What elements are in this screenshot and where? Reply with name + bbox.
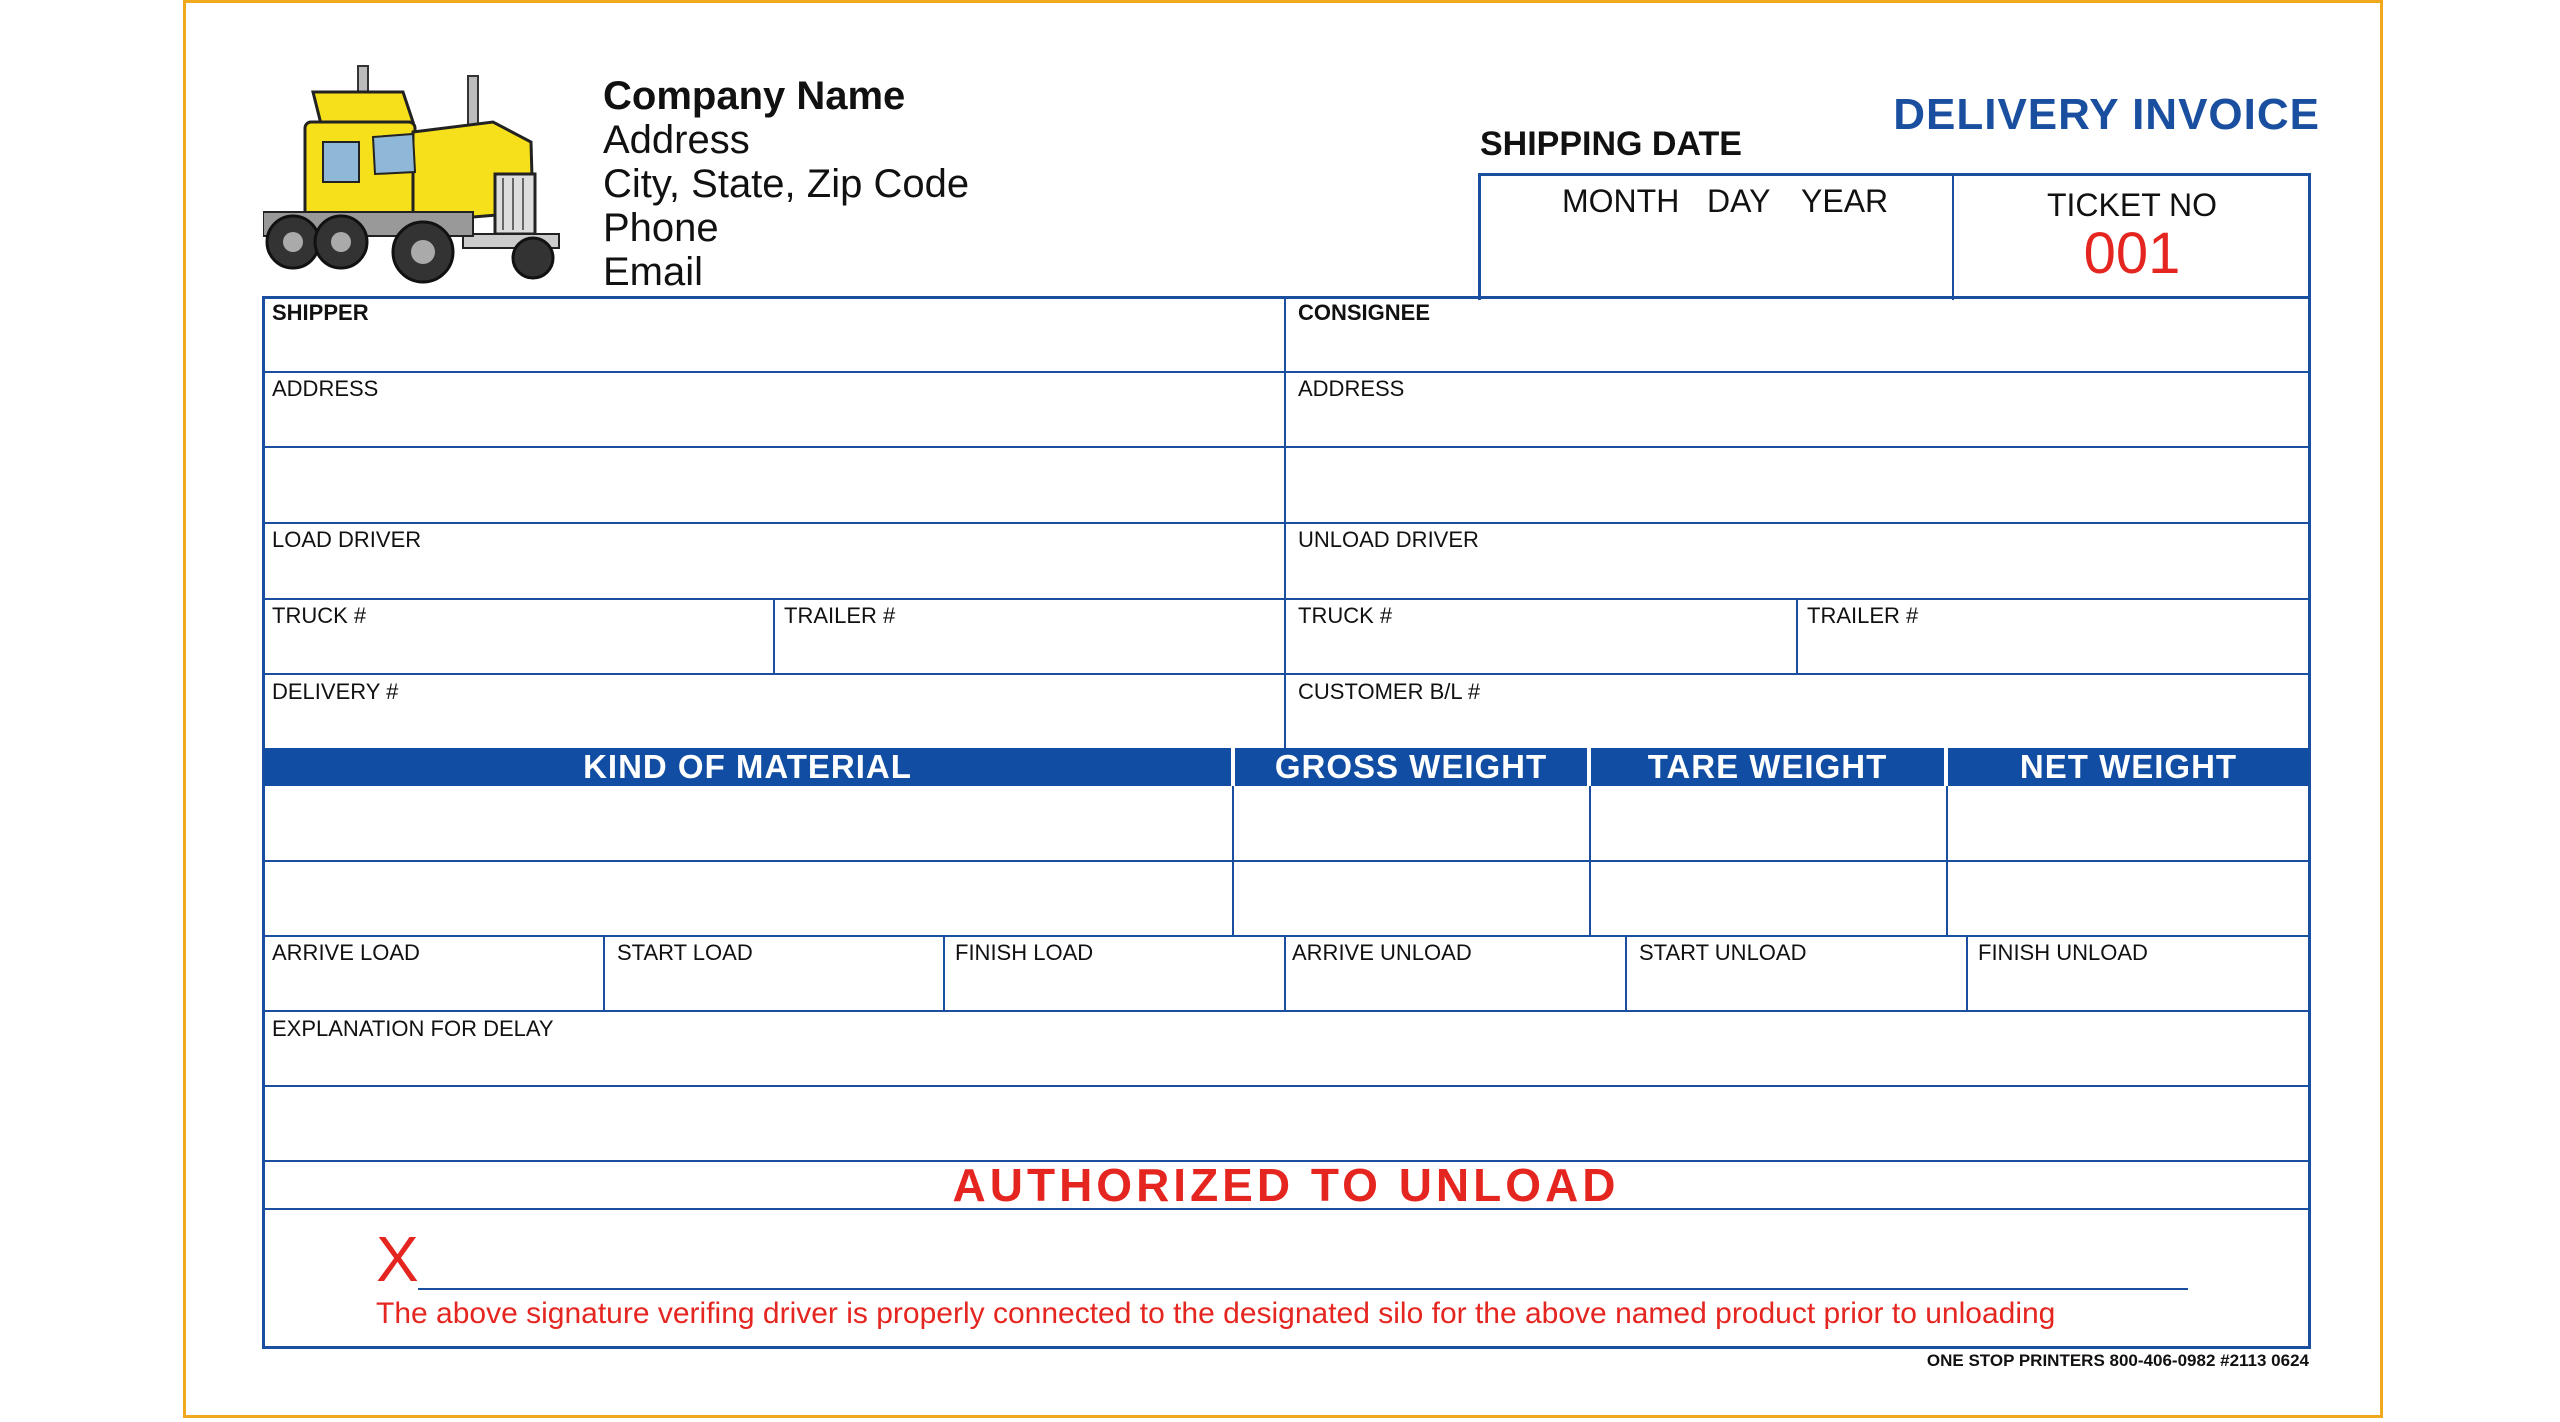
- company-address: Address: [603, 118, 750, 162]
- row-rule: [264, 522, 2309, 524]
- column-divider: [1589, 786, 1591, 935]
- unload-trailer-label: TRAILER #: [1807, 603, 1919, 628]
- net-weight-header: NET WEIGHT: [1948, 748, 2309, 786]
- column-divider: [1796, 598, 1798, 673]
- finish-load-label: FINISH LOAD: [955, 940, 1094, 965]
- row-rule: [264, 1085, 2309, 1087]
- gross-weight-header: GROSS WEIGHT: [1235, 748, 1587, 786]
- consignee-label: CONSIGNEE: [1298, 300, 1431, 325]
- shipper-label: SHIPPER: [272, 300, 369, 325]
- company-city: City, State, Zip Code: [603, 162, 970, 206]
- customer-bl-label: CUSTOMER B/L #: [1298, 679, 1481, 704]
- unload-driver-label: UNLOAD DRIVER: [1298, 527, 1479, 552]
- shipping-date-label: SHIPPING DATE: [1480, 125, 1742, 163]
- row-rule: [264, 860, 2309, 862]
- signature-x-mark: X: [376, 1223, 419, 1295]
- column-divider: [1232, 786, 1234, 935]
- signature-line: [418, 1288, 2188, 1290]
- row-rule: [264, 673, 2309, 675]
- column-divider: [1284, 935, 1286, 1010]
- document-title: DELIVERY INVOICE: [1893, 90, 2320, 139]
- column-divider: [1966, 935, 1968, 1010]
- delivery-number-label: DELIVERY #: [272, 679, 399, 704]
- kind-of-material-header: KIND OF MATERIAL: [264, 748, 1231, 786]
- printer-footer: ONE STOP PRINTERS 800-406-0982 #2113 0624: [1926, 1351, 2309, 1370]
- finish-unload-label: FINISH UNLOAD: [1978, 940, 2148, 965]
- load-trailer-label: TRAILER #: [784, 603, 896, 628]
- column-divider: [773, 598, 775, 673]
- semi-truck-icon: [263, 62, 569, 286]
- delay-explanation-label: EXPLANATION FOR DELAY: [272, 1016, 554, 1041]
- start-unload-label: START UNLOAD: [1639, 940, 1807, 965]
- unload-truck-label: TRUCK #: [1298, 603, 1393, 628]
- arrive-load-label: ARRIVE LOAD: [272, 940, 420, 965]
- row-rule: [264, 598, 2309, 600]
- column-divider: [603, 935, 605, 1010]
- load-driver-label: LOAD DRIVER: [272, 527, 422, 552]
- row-rule: [264, 935, 2309, 937]
- company-phone: Phone: [603, 206, 719, 250]
- column-divider: [1946, 786, 1948, 935]
- month-label: MONTH: [1562, 183, 1680, 219]
- row-rule: [264, 371, 2309, 373]
- column-divider: [943, 935, 945, 1010]
- ticket-number: 001: [2083, 221, 2181, 286]
- consignee-address-label: ADDRESS: [1298, 376, 1405, 401]
- start-load-label: START LOAD: [617, 940, 753, 965]
- signature-note: The above signature verifing driver is properly connected to the designated silo for the above named product prior to unloading: [376, 1297, 2056, 1330]
- company-email: Email: [603, 250, 704, 294]
- row-rule: [264, 446, 2309, 448]
- day-label: DAY: [1707, 183, 1771, 219]
- tare-weight-header: TARE WEIGHT: [1591, 748, 1944, 786]
- arrive-unload-label: ARRIVE UNLOAD: [1292, 940, 1472, 965]
- column-divider: [1284, 296, 1286, 748]
- ticket-label: TICKET NO: [2046, 187, 2218, 223]
- load-truck-label: TRUCK #: [272, 603, 367, 628]
- authorized-to-unload-heading: AUTHORIZED TO UNLOAD: [952, 1159, 1620, 1211]
- company-name: Company Name: [603, 74, 906, 118]
- year-label: YEAR: [1801, 183, 1889, 219]
- column-divider: [1625, 935, 1627, 1010]
- shipper-address-label: ADDRESS: [272, 376, 379, 401]
- row-rule: [264, 1010, 2309, 1012]
